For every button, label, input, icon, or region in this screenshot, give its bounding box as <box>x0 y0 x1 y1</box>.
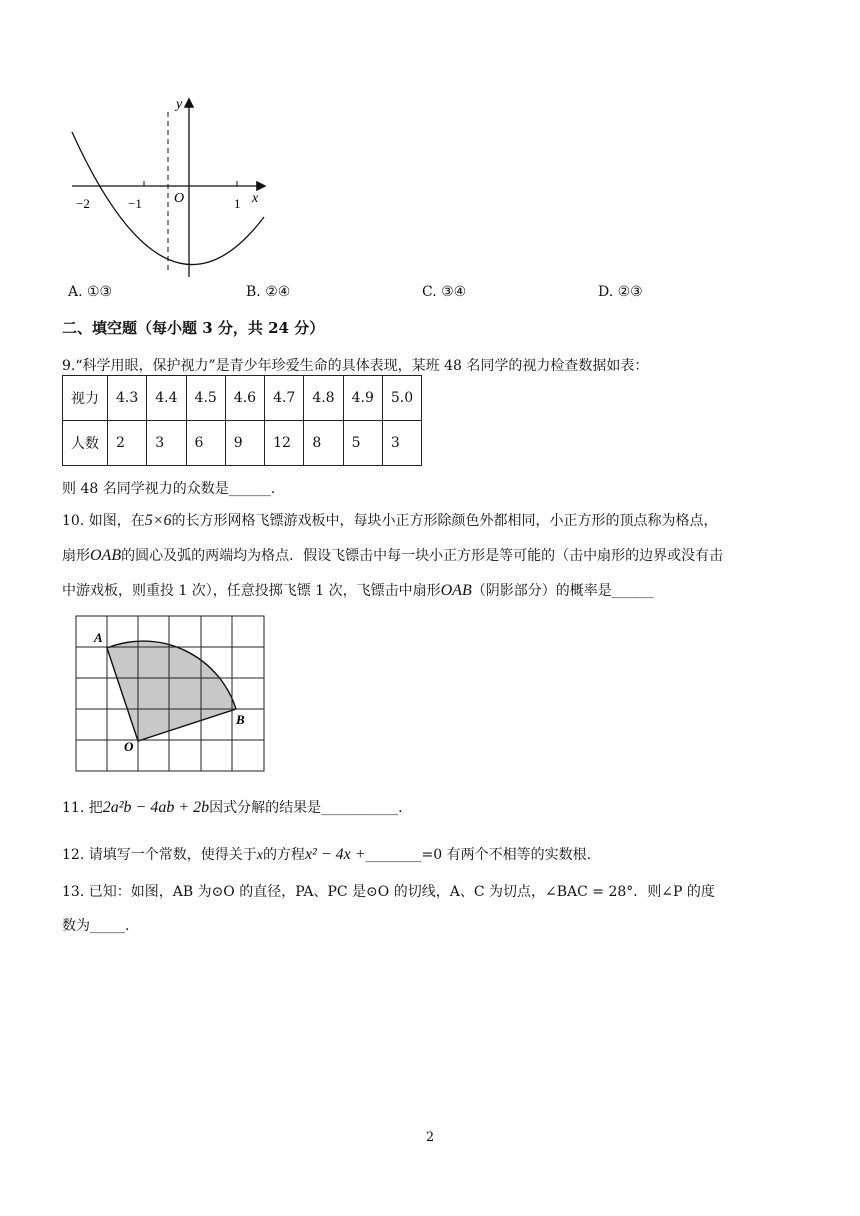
q11-text: 11. 把 <box>62 800 103 816</box>
q10-text: （阴影部分）的概率是______ <box>471 583 654 599</box>
q10-line2 <box>62 545 723 565</box>
table-row <box>63 421 422 466</box>
q12-line <box>62 844 591 864</box>
table-cell: 3 <box>382 421 421 466</box>
table-cell: 4.6 <box>225 376 264 421</box>
table-cell: 4.4 <box>147 376 186 421</box>
vision-table <box>62 375 422 466</box>
q12-text: ________=0 有两个不相等的实数根. <box>365 847 592 863</box>
table-cell: 5 <box>343 421 382 466</box>
table-row <box>63 376 422 421</box>
q10-math: 5×6 <box>144 512 172 529</box>
table-cell: 视力 <box>63 376 108 421</box>
table-cell: 4.5 <box>186 376 225 421</box>
q9-question: 则 48 名同学视力的众数是______. <box>62 481 276 497</box>
point-label-b: B <box>236 712 245 727</box>
q10-line1 <box>62 510 718 530</box>
q12-math: x² − 4x + <box>304 846 366 863</box>
sector-oab <box>107 641 236 741</box>
q13-line2: 数为_____. <box>62 918 130 934</box>
tick-label-neg2: −2 <box>76 196 90 211</box>
q11-text: 因式分解的结果是___________. <box>209 800 403 816</box>
q9-text: 9.“科学用眼，保护视力”是青少年珍爱生命的具体表现，某班 48 名同学的视力检查数据如表： <box>62 358 649 374</box>
q10-text: 中游戏板，则重投 1 次），任意投掷飞镖 1 次，飞镖击中扇形 <box>62 583 441 599</box>
q10-text: 10. 如图，在 <box>62 513 145 529</box>
table-cell: 6 <box>186 421 225 466</box>
q13-line1: 13. 已知：如图，AB 为⊙O 的直径，PA、PC 是⊙O 的切线，A、C 为切点，∠BAC = 28°．则∠P 的度 <box>62 884 715 900</box>
option-a: A. ①③ <box>68 284 113 300</box>
tick-label-1: 1 <box>234 196 241 211</box>
q12-var: x <box>256 848 263 863</box>
y-axis-label: y <box>176 97 183 112</box>
q12-text: 的方程 <box>262 847 305 863</box>
dartboard-grid-figure <box>72 608 272 776</box>
table-cell: 4.3 <box>108 376 147 421</box>
origin-label: O <box>174 191 185 206</box>
option-c: C. ③④ <box>422 284 467 300</box>
point-label-a: A <box>94 630 103 645</box>
table-cell: 4.8 <box>304 376 343 421</box>
q10-line3 <box>62 580 654 600</box>
q10-text: 的长方形网格飞镖游戏板中，每块小正方形除颜色外都相同，小正方形的顶点称为格点， <box>171 513 718 529</box>
q12-text: 12. 请填写一个常数，使得关于 <box>62 847 257 863</box>
section-title: 二、填空题（每小题 3 分，共 24 分） <box>62 319 325 337</box>
table-cell: 3 <box>147 421 186 466</box>
table-cell: 4.7 <box>265 376 304 421</box>
tick-label-neg1: −1 <box>128 196 142 211</box>
x-axis-label: x <box>252 191 259 206</box>
q10-text: 扇形 <box>62 548 90 564</box>
table-cell: 12 <box>265 421 304 466</box>
table-cell: 4.9 <box>343 376 382 421</box>
table-cell: 9 <box>225 421 264 466</box>
table-cell: 5.0 <box>382 376 421 421</box>
table-cell: 2 <box>108 421 147 466</box>
page-number: 2 <box>425 1130 435 1145</box>
option-d: D. ②③ <box>598 284 643 300</box>
q10-text: 的圆心及弧的两端均为格点．假设飞镖击中每一块小正方形是等可能的（击中扇形的边界或没有击 <box>121 548 724 564</box>
point-label-o: O <box>124 739 134 754</box>
parabola-graph <box>62 92 272 282</box>
option-b: B. ②④ <box>246 284 291 300</box>
q10-math: OAB <box>90 547 122 564</box>
q11-math: 2a²b − 4ab + 2b <box>102 799 210 816</box>
q11-line <box>62 797 403 817</box>
q10-math: OAB <box>440 582 472 599</box>
table-cell: 8 <box>304 421 343 466</box>
table-cell: 人数 <box>63 421 108 466</box>
